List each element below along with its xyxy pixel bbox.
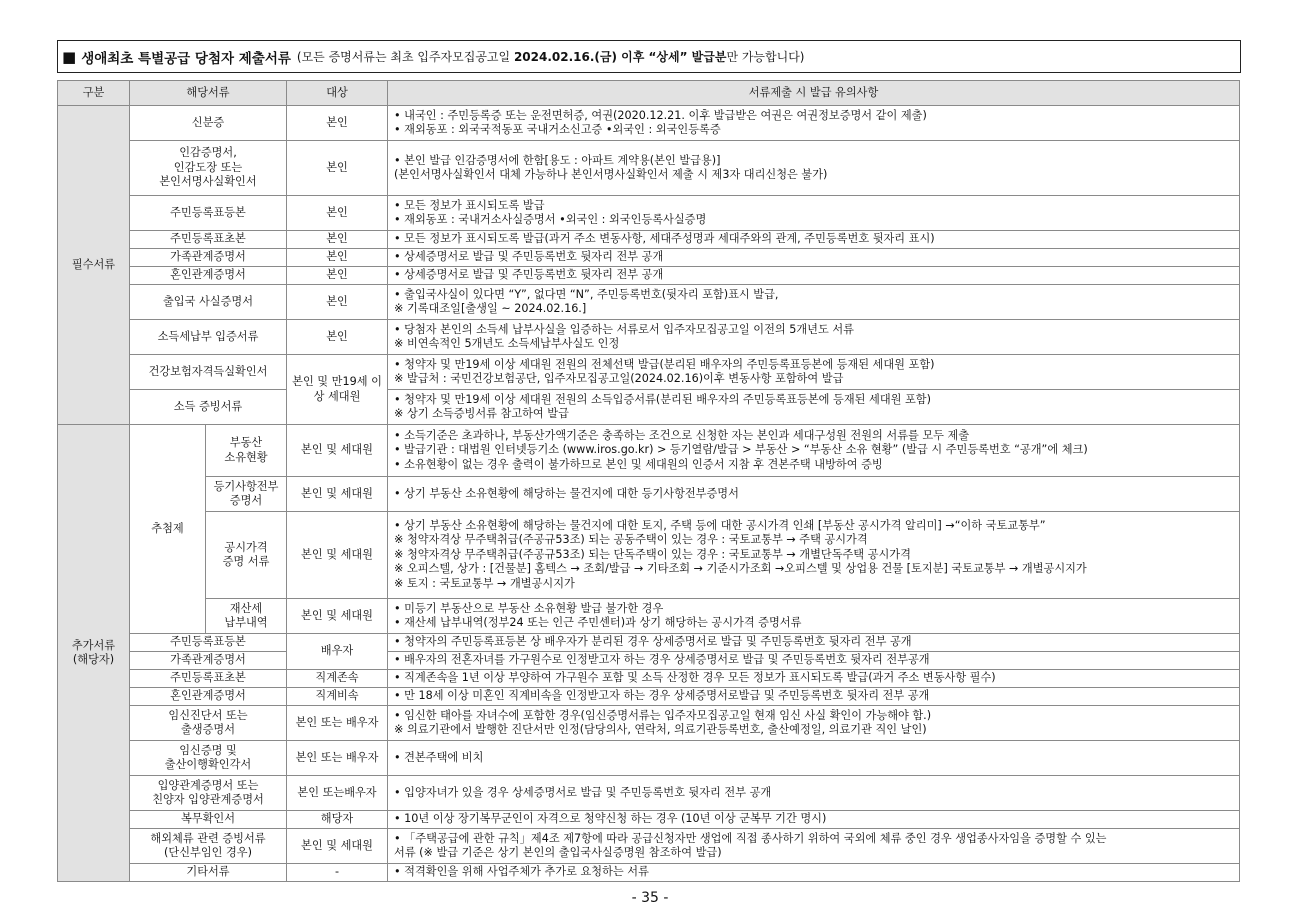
target-cell: 해당자 xyxy=(287,811,388,829)
table-row xyxy=(58,670,1240,688)
table-row xyxy=(58,390,1240,425)
target-cell: 본인 및 세대원 xyxy=(287,829,388,864)
notes-cell: • 청약자의 주민등록표등본 상 배우자가 분리된 경우 상세증명서로 발급 및 주민등록번호 뒷자리 전부 공개 xyxy=(388,634,1240,652)
doc-cell: 부동산 소유현황 xyxy=(206,425,287,477)
doc-cell: 혼인관계증명서 xyxy=(130,688,287,706)
notes-cell: • 「주택공급에 관한 규칙」제4조 제7항에 따라 공급신청자만 생업에 직접 종사하기 위하여 국외에 체류 중인 경우 생업종사자임을 증명할 수 있는 서류 (※ 발급 기준은 상기 본인의 출입국사실증명원 참조하여 발급) xyxy=(388,829,1240,864)
table-row xyxy=(58,141,1240,196)
table-row xyxy=(58,285,1240,320)
table-row xyxy=(58,425,1240,477)
table-row xyxy=(58,106,1240,141)
table-row xyxy=(58,196,1240,231)
target-cell: 본인 xyxy=(287,106,388,141)
doc-cell: 주민등록표등본 xyxy=(130,196,287,231)
group-required: 필수서류 xyxy=(58,106,130,425)
doc-cell: 복무확인서 xyxy=(130,811,287,829)
target-cell: 본인 xyxy=(287,231,388,249)
notes-cell: • 적격확인을 위해 사업주체가 추가로 요청하는 서류 xyxy=(388,864,1240,882)
target-cell: 본인 및 만19세 이상 세대원 xyxy=(287,355,388,425)
notes-cell: • 만 18세 이상 미혼인 직계비속을 인정받고자 하는 경우 상세증명서로발급 및 주민등록번호 뒷자리 전부 공개 xyxy=(388,688,1240,706)
target-cell: 본인 xyxy=(287,196,388,231)
square-bullet-icon: ■ xyxy=(62,47,77,66)
target-cell: - xyxy=(287,864,388,882)
target-cell: 본인 또는 배우자 xyxy=(287,706,388,741)
notes-cell: • 본인 발급 인감증명서에 한함[용도 : 아파트 계약용(본인 발급용)] (본인서명사실확인서 대체 가능하나 본인서명사실확인서 제출 시 제3자 대리신청은 불가) xyxy=(388,141,1240,196)
target-cell: 본인 및 세대원 xyxy=(287,599,388,634)
notes-cell: • 출입국사실이 있다면 “Y”, 없다면 “N”, 주민등록번호(뒷자리 포함)표시 발급, ※ 기록대조일[출생일 ~ 2024.02.16.] xyxy=(388,285,1240,320)
doc-cell: 혼인관계증명서 xyxy=(130,267,287,285)
doc-cell: 주민등록표등본 xyxy=(130,634,287,652)
title-note-date: 2024.02.16.(금) 이후 “상세” 발급분 xyxy=(513,50,727,64)
notes-cell: • 임신한 태아를 자녀수에 포함한 경우(임신증명서류는 입주자모집공고일 현재 임신 사실 확인이 가능해야 함.) ※ 의료기관에서 발행한 진단서만 인정(담당의사, 연락처, 의료기관등록번호, 출산예정일, 의료기관 직인 날인) xyxy=(388,706,1240,741)
doc-cell: 소득세납부 입증서류 xyxy=(130,320,287,355)
doc-cell: 인감증명서, 인감도장 또는 본인서명사실확인서 xyxy=(130,141,287,196)
notes-cell: • 상세증명서로 발급 및 주민등록번호 뒷자리 전부 공개 xyxy=(388,267,1240,285)
doc-cell: 건강보험자격득실확인서 xyxy=(130,355,287,390)
table-row xyxy=(58,249,1240,267)
doc-cell: 주민등록표초본 xyxy=(130,670,287,688)
target-cell: 본인 xyxy=(287,249,388,267)
notes-cell: • 모든 정보가 표시되도록 발급 • 재외동포 : 국내거소사실증명서 •외국인 : 외국인등록사실증명 xyxy=(388,196,1240,231)
table-row xyxy=(58,706,1240,741)
doc-cell: 공시가격 증명 서류 xyxy=(206,512,287,599)
notes-cell: • 직계존속을 1년 이상 부양하여 가구원수 포함 및 소득 산정한 경우 모든 정보가 표시되도록 발급(과거 주소 변동사항 필수) xyxy=(388,670,1240,688)
table-row xyxy=(58,652,1240,670)
table-row xyxy=(58,811,1240,829)
target-cell: 배우자 xyxy=(287,634,388,670)
notes-cell: • 10년 이상 장기복무군인이 자격으로 청약신청 하는 경우 (10년 이상 군복무 기간 명시) xyxy=(388,811,1240,829)
header-document: 해당서류 xyxy=(130,81,287,106)
target-cell: 본인 xyxy=(287,285,388,320)
subgroup-lottery: 추첨제 xyxy=(130,425,206,634)
notes-cell: • 내국인 : 주민등록증 또는 운전면허증, 여권(2020.12.21. 이후 발급받은 여권은 여권정보증명서 같이 제출) • 재외동포 : 외국국적동포 국내거소신고증 •외국인 : 외국인등록증 xyxy=(388,106,1240,141)
table-row xyxy=(58,599,1240,634)
table-row xyxy=(58,864,1240,882)
target-cell: 본인 또는배우자 xyxy=(287,776,388,811)
target-cell: 본인 xyxy=(287,267,388,285)
doc-cell: 임신증명 및 출산이행확인각서 xyxy=(130,741,287,776)
notes-cell: • 입양자녀가 있을 경우 상세증명서로 발급 및 주민등록번호 뒷자리 전부 공개 xyxy=(388,776,1240,811)
group-additional: 추가서류 (해당자) xyxy=(58,425,130,882)
doc-cell: 주민등록표초본 xyxy=(130,231,287,249)
notes-cell: • 상기 부동산 소유현황에 해당하는 물건지에 대한 등기사항전부증명서 xyxy=(388,477,1240,512)
doc-cell: 기타서류 xyxy=(130,864,287,882)
table-row xyxy=(58,829,1240,864)
target-cell: 본인 또는 배우자 xyxy=(287,741,388,776)
header-target: 대상 xyxy=(287,81,388,106)
doc-cell: 임신진단서 또는 출생증명서 xyxy=(130,706,287,741)
doc-cell: 신분증 xyxy=(130,106,287,141)
title-note-open: (모든 증명서류는 최초 입주자모집공고일 xyxy=(296,50,511,64)
document-table xyxy=(57,80,1240,882)
target-cell: 직계비속 xyxy=(287,688,388,706)
table-row xyxy=(58,688,1240,706)
notes-cell: • 상세증명서로 발급 및 주민등록번호 뒷자리 전부 공개 xyxy=(388,249,1240,267)
target-cell: 본인 xyxy=(287,141,388,196)
notes-cell: • 소득기준은 초과하나, 부동산가액기준은 충족하는 조건으로 신청한 자는 본인과 세대구성원 전원의 서류를 모두 제출 • 발급기관 : 대법원 인터넷등기소 (www.iros.go.kr) > 등기열람/발급 > 부동산 > “부동산 소유 현황” (발급 시 주민등록번호 “공개”에 체크) • 소유현황이 없는 경우 출력이 불가하므로 본인 및 세대원의 인증서 지참 후 견본주택 내방하여 증빙 xyxy=(388,425,1240,477)
doc-cell: 해외체류 관련 증빙서류 (단신부임인 경우) xyxy=(130,829,287,864)
table-row xyxy=(58,477,1240,512)
doc-cell: 가족관계증명서 xyxy=(130,249,287,267)
title-main: 생애최초 특별공급 당첨자 제출서류 xyxy=(81,50,291,67)
doc-cell: 소득 증빙서류 xyxy=(130,390,287,425)
doc-cell: 가족관계증명서 xyxy=(130,652,287,670)
notes-cell: • 견본주택에 비치 xyxy=(388,741,1240,776)
table-row xyxy=(58,267,1240,285)
table-row xyxy=(58,512,1240,599)
target-cell: 직계존속 xyxy=(287,670,388,688)
section-title xyxy=(57,40,1241,73)
target-cell: 본인 및 세대원 xyxy=(287,425,388,477)
page-number: - 35 - xyxy=(631,890,669,906)
doc-cell: 재산세 납부내역 xyxy=(206,599,287,634)
doc-cell: 입양관계증명서 또는 친양자 입양관계증명서 xyxy=(130,776,287,811)
table-row xyxy=(58,776,1240,811)
notes-cell: • 당첨자 본인의 소득세 납부사실을 입증하는 서류로서 입주자모집공고일 이전의 5개년도 서류 ※ 비연속적인 5개년도 소득세납부사실도 인정 xyxy=(388,320,1240,355)
table-row xyxy=(58,741,1240,776)
notes-cell: • 미등기 부동산으로 부동산 소유현황 발급 불가한 경우 • 재산세 납부내역(정부24 또는 인근 주민센터)과 상기 해당하는 공시가격 증명서류 xyxy=(388,599,1240,634)
table-row xyxy=(58,320,1240,355)
header-notes: 서류제출 시 발급 유의사항 xyxy=(388,81,1240,106)
doc-cell: 등기사항전부 증명서 xyxy=(206,477,287,512)
notes-cell: • 상기 부동산 소유현황에 해당하는 물건지에 대한 토지, 주택 등에 대한 공시가격 인쇄 [부동산 공시가격 알리미] →“이하 국토교통부” ※ 청약자격상 무주택취급(주공규53조) 되는 공동주택이 있는 경우 : 국토교통부 → 주택 공시가격 ※ 청약자격상 무주택취급(주공규53조) 되는 단독주택이 있는 경우 : 국토교통부 → 개별단독주택 공시가격 ※ 오피스텔, 상가 : [건물분] 홈텍스 → 조회/발급 → 기타조회 → 기준시가조회 →오피스텔 및 상업용 건물 [토지분] 국토교통부 → 개별공시지가 ※ 토지 : 국토교통부 → 개별공시지가 xyxy=(388,512,1240,599)
notes-cell: • 청약자 및 만19세 이상 세대원 전원의 전체선택 발급(분리된 배우자의 주민등록표등본에 등재된 세대원 포함) ※ 발급처 : 국민건강보험공단, 입주자모집공고일(2024.02.16)이후 변동사항 포함하여 발급 xyxy=(388,355,1240,390)
table-row xyxy=(58,231,1240,249)
table-row xyxy=(58,634,1240,652)
table-row xyxy=(58,355,1240,390)
target-cell: 본인 및 세대원 xyxy=(287,477,388,512)
table-header-row xyxy=(58,81,1240,106)
notes-cell: • 모든 정보가 표시되도록 발급(과거 주소 변동사항, 세대주성명과 세대주와의 관계, 주민등록번호 뒷자리 표시) xyxy=(388,231,1240,249)
notes-cell: • 배우자의 전혼자녀를 가구원수로 인정받고자 하는 경우 상세증명서로 발급 및 주민등록번호 뒷자리 전부공개 xyxy=(388,652,1240,670)
doc-cell: 출입국 사실증명서 xyxy=(130,285,287,320)
header-category: 구분 xyxy=(58,81,130,106)
target-cell: 본인 및 세대원 xyxy=(287,512,388,599)
target-cell: 본인 xyxy=(287,320,388,355)
title-note-close: 만 가능합니다) xyxy=(726,50,805,64)
notes-cell: • 청약자 및 만19세 이상 세대원 전원의 소득입증서류(분리된 배우자의 주민등록표등본에 등재된 세대원 포함) ※ 상기 소득증빙서류 참고하여 발급 xyxy=(388,390,1240,425)
